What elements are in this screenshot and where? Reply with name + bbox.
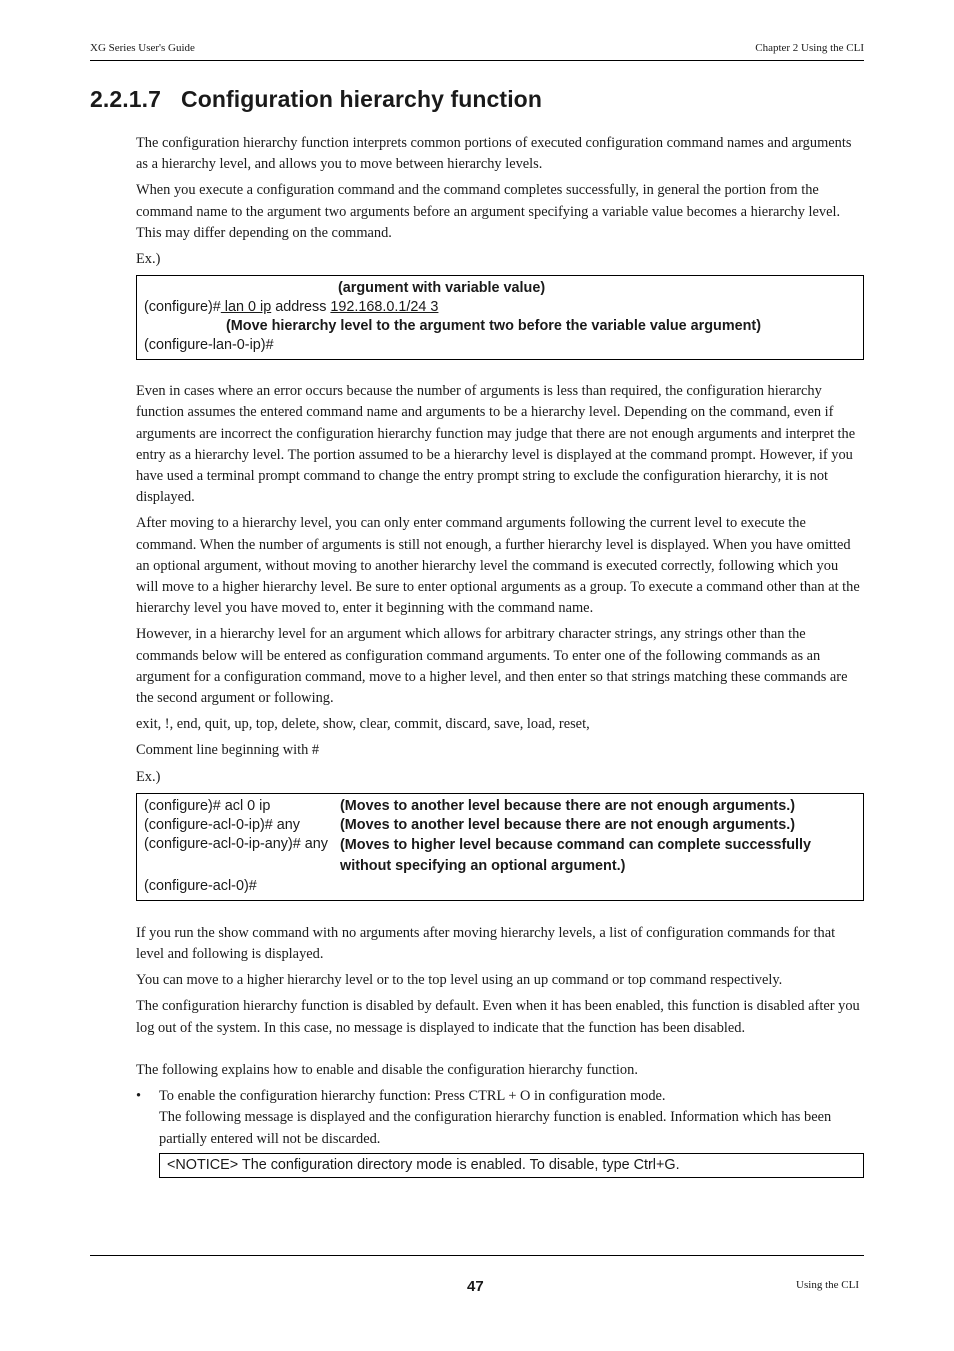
paragraph-show-command: If you run the show command with no arguments after moving hierarchy levels, a list of configuration commands for that level and following is displayed. (136, 924, 836, 963)
bullet-enable-instruction: To enable the configuration hierarchy function: Press CTRL + O in configuration mode. (159, 1088, 666, 1105)
example-label: Ex.) (136, 768, 161, 785)
paragraph-error-case: Even in cases where an error occurs because the number of arguments is less than required, the configuration hierarchy function assumes the entered command name and arguments to be a hierarchy level. Depending on the command, even if arguments are incorrect the configuration hierarchy function may judge that there are not enough arguments and interpret the entry as a hierarchy level. The portion assumed to be a hierarchy level is displayed at the command prompt. However, if you have used a terminal prompt command to change the entry prompt string to exclude the configuration hierarchy, it is not displayed. (136, 383, 856, 506)
paragraph-default-disabled: The configuration hierarchy function is disabled by default. Even when it has been enabled, this function is disabled after you log out of the system. In this case, no message is displayed to indicate that the function has been disabled. (136, 998, 860, 1036)
example-row-command: (configure-acl-0-ip)# any (144, 816, 300, 833)
header-guide-title: XG Series User's Guide (90, 42, 195, 54)
bullet-enable (136, 1086, 864, 1178)
example-box-acl (136, 793, 864, 901)
example-row-command: (configure)# acl 0 ip (144, 797, 271, 814)
paragraph-intro: The configuration hierarchy function interprets common portions of executed configuration command names and arguments as a hierarchy level, and allows you to move between hierarchy levels. (136, 135, 852, 173)
variable-portion: 192.168.0.1/24 3 (330, 299, 439, 316)
paragraph-arbitrary-strings: However, in a hierarchy level for an argument which allows for arbitrary character strings, any strings other than the commands below will be entered as configuration command arguments. To enter one of the following commands as an argument for a configuration command, move to a higher level, and then enter so that strings matching these commands are the second argument or following. (136, 626, 848, 707)
paragraph-after-moving: After moving to a hierarchy level, you can only enter command arguments following the current level to execute the command. When the number of arguments is still not enough, a further hierarchy level is displayed. When you have omitted an optional argument, without moving to another hierarchy level the command is executed correctly, following which you will move to a higher hierarchy level. Be sure to enter optional arguments as a group. To execute a command other than at the hierarchy level you have moved to, enter it beginning with the command name. (136, 515, 860, 617)
example-row (144, 797, 856, 816)
prompt: (configure)# (144, 299, 221, 316)
example-result-prompt: (configure-lan-0-ip)# (144, 337, 274, 354)
example-row-command: (configure-acl-0-ip-any)# any (144, 835, 328, 852)
paragraph-up-top: You can move to a higher hierarchy level or to the top level using an up command or top command respectively. (136, 972, 783, 989)
bullet-enable-description: The following message is displayed and the configuration hierarchy function is enabled. Information which has been partially entered will not be discarded. (159, 1109, 832, 1147)
comment-line-note: Comment line beginning with # (136, 742, 320, 759)
example-row (144, 835, 856, 877)
footer-section: Using the CLI (796, 1279, 859, 1291)
example-note-variable: (argument with variable value) (338, 280, 546, 297)
example-row-note: (Moves to another level because there are not enough arguments.) (340, 816, 796, 833)
reserved-command-list: exit, !, end, quit, up, top, delete, show, clear, commit, discard, save, load, reset, (136, 716, 590, 733)
example-label: Ex.) (136, 251, 161, 268)
section-heading (90, 86, 542, 113)
page-footer (90, 1255, 864, 1295)
example-box-lan (136, 275, 864, 360)
example-row (144, 816, 856, 835)
example-row-note: (Moves to another level because there are not enough arguments.) (340, 797, 796, 814)
bullet-icon: • (136, 1088, 142, 1105)
paragraph-hierarchy-rule: When you execute a configuration command and the command completes successfully, in general the portion from the command name to the argument two arguments before an argument specifying a variable value becomes a hierarchy level. This may differ depending on the command. (136, 182, 841, 241)
example-command-line (144, 298, 856, 317)
example-result-prompt: (configure-acl-0)# (144, 877, 257, 894)
section-number: 2.2.1.7 (90, 86, 162, 112)
example-row-note: (Moves to higher level because command can complete successfully without specifying an optional argument.) (340, 836, 812, 874)
hierarchy-portion: lan 0 ip (220, 299, 272, 316)
paragraph-enable-disable-intro: The following explains how to enable and disable the configuration hierarchy function. (136, 1061, 638, 1078)
header-chapter: Chapter 2 Using the CLI (755, 42, 864, 54)
notice-message-box: <NOTICE> The configuration directory mode is enabled. To disable, type Ctrl+G. (159, 1153, 864, 1178)
section-body (136, 133, 864, 1178)
page-header (90, 41, 864, 61)
section-title: Configuration hierarchy function (181, 86, 542, 112)
command-argument: address (271, 299, 331, 316)
example-note-move: (Move hierarchy level to the argument two before the variable value argument) (226, 318, 761, 335)
page-number: 47 (467, 1278, 484, 1295)
